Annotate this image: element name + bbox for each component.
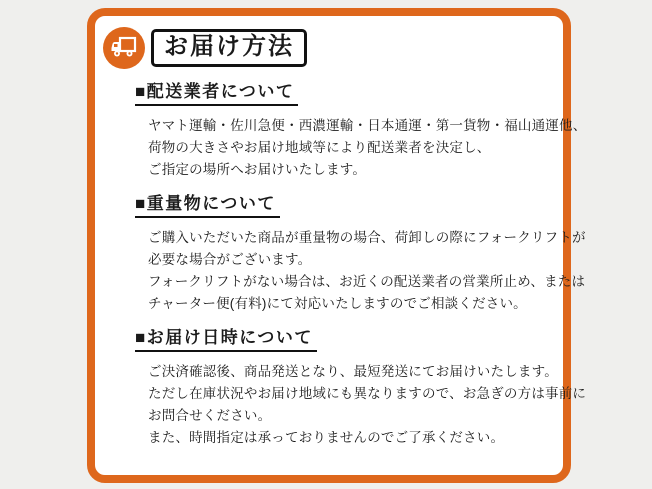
sections-container [135, 81, 587, 449]
body-line: お問合せください。 [148, 408, 272, 423]
body-line: ご購入いただいた商品が重量物の場合、荷卸しの際にフォークリフトが [148, 230, 586, 245]
body-line: フォークリフトがない場合は、お近くの配送業者の営業所止め、または [148, 274, 586, 289]
section-heavy-items-body [148, 227, 586, 315]
section-delivery-date-heading [135, 327, 563, 352]
body-line: ご指定の場所へお届けいたします。 [148, 162, 367, 177]
section-carriers-heading [135, 81, 563, 106]
section-delivery-date [135, 327, 587, 449]
body-line: チャーター便(有料)にて対応いたしますのでご相談ください。 [148, 296, 527, 311]
section-carriers-heading-text: ■配送業者について [135, 81, 298, 106]
section-heavy-items [135, 193, 586, 315]
body-line: ヤマト運輸・佐川急便・西濃運輸・日本通運・第一貨物・福山通運他、 [148, 118, 587, 133]
section-delivery-date-heading-text: ■お届け日時について [135, 327, 317, 352]
body-line: 荷物の大きさやお届け地域等により配送業者を決定し、 [148, 140, 491, 155]
section-heavy-items-heading-text: ■重量物について [135, 193, 280, 218]
body-line: ご決済確認後、商品発送となり、最短発送にてお届けいたします。 [148, 364, 558, 379]
section-carriers [135, 81, 587, 181]
delivery-info-panel [87, 8, 587, 483]
section-heavy-items-heading [135, 193, 563, 218]
section-delivery-date-body [148, 361, 587, 449]
panel-title: お届け方法 [151, 29, 307, 68]
section-carriers-body [148, 115, 587, 181]
truck-icon [103, 27, 145, 69]
body-line: ただし在庫状況やお届け地域にも異なりますので、お急ぎの方は事前に [148, 386, 587, 401]
body-line: また、時間指定は承っておりませんのでご了承ください。 [148, 430, 505, 445]
body-line: 必要な場合がございます。 [148, 252, 312, 267]
panel-header [103, 27, 563, 69]
